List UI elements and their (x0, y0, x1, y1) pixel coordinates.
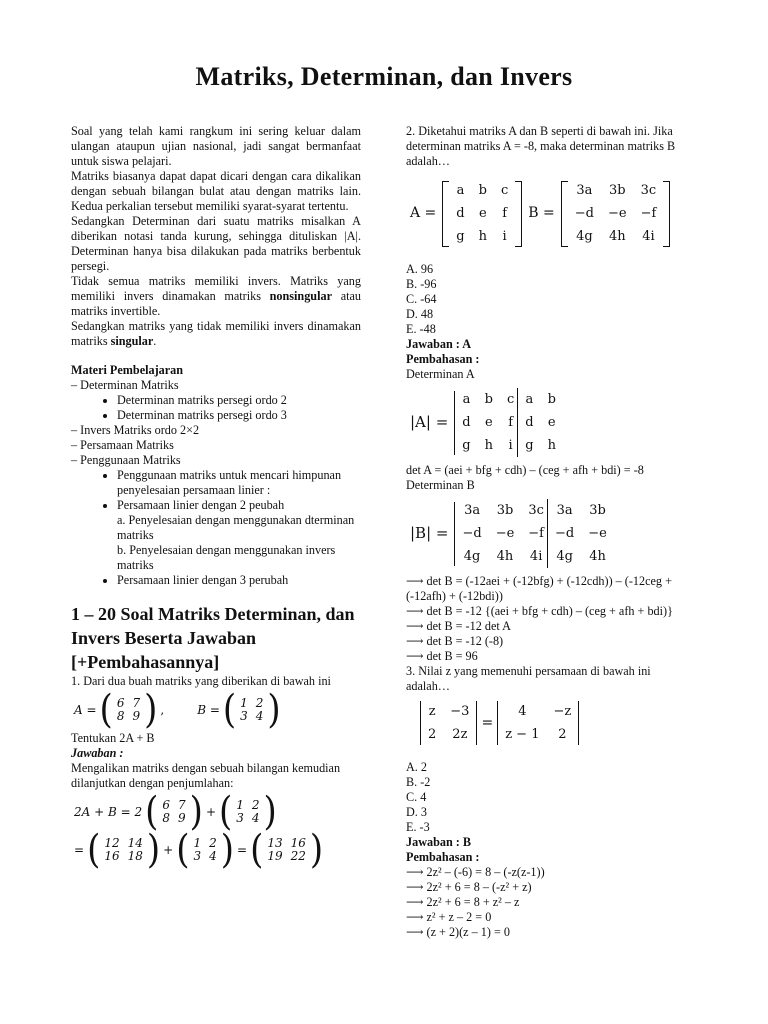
q3-right-det (498, 700, 578, 746)
matrix-cell: 4 (209, 849, 217, 863)
matrix-result (263, 837, 310, 863)
matrix-cell: a (456, 183, 465, 198)
matrix-cell: 4 (255, 709, 264, 723)
q1-matrices (71, 687, 361, 733)
matrix-b (189, 837, 220, 863)
matrix-2a (100, 837, 147, 863)
question-2: 2. Diketahui matriks A dan B seperti di bawah ini. Jika determinan matriks A = -8, maka determinan matriks B adalah… (406, 124, 676, 168)
matrix-label: A = (74, 702, 97, 717)
q3-step: ⟶ z² + z – 2 = 0 (406, 910, 492, 924)
matrix-cell: −d (462, 526, 482, 541)
materi-item: – Determinan Matriks (71, 378, 179, 392)
option-a: A. 96 (406, 262, 434, 276)
comma: , (160, 702, 165, 717)
option-e: E. -3 (406, 820, 430, 834)
det-a-table (455, 388, 563, 457)
matrix-cell: d (525, 415, 534, 430)
paren-left: ( (87, 827, 101, 873)
bracket-left (561, 181, 568, 247)
q1-explanation: Mengalikan matriks dengan sebuah bilangan kemudian dilanjutkan dengan penjumlahan: (71, 761, 341, 790)
matrix-cell: 6 (162, 798, 171, 812)
matrix-cell: −e (607, 206, 627, 221)
matrix-cell: 3 (236, 811, 244, 825)
matrix-cell: h (547, 438, 556, 453)
paren-right: ) (267, 687, 281, 733)
paren-right: ) (309, 827, 324, 873)
list-item: • Penggunaan matriks untuk mencari himpunan penyelesaian persamaan linier : (117, 468, 361, 498)
option-a: A. 2 (406, 760, 427, 774)
matrix-cell: e (478, 206, 487, 221)
matrix-cell: 4g (463, 549, 481, 564)
intro-text: . (153, 334, 157, 348)
matrix-cell: 1 (240, 696, 248, 710)
list-item-text: a. Penyelesaian dengan menggunakan dterminan matriks (117, 513, 355, 542)
matrix-cell: −d (555, 526, 575, 541)
option-b: B. -96 (406, 277, 437, 291)
intro-paragraph-4 (71, 274, 361, 319)
q2-jawaban: Jawaban : A (406, 337, 472, 351)
matrix-cell: −e (588, 526, 607, 541)
matrix-cell: −3 (450, 704, 470, 719)
option-c: C. 4 (406, 790, 427, 804)
materi-item: – Penggunaan Matriks (71, 453, 181, 467)
matrix-cell: −f (521, 522, 547, 545)
matrix-cell: −z (553, 704, 572, 719)
det-b-step: ⟶ det B = -12 {(aei + bfg + cdh) – (ceg + afh + bdi)} (406, 604, 673, 618)
matrix-a (158, 799, 189, 825)
matrix-cell: 2 (255, 696, 264, 710)
section-heading: 1 – 20 Soal Matriks Determinan, dan Invers Beserta Jawaban [+Pembahasannya] (71, 604, 355, 672)
matrix-cell: 3b (496, 503, 514, 518)
determinant-label: |B| = (410, 524, 449, 542)
matrix-cell: 22 (290, 849, 306, 863)
matrix-b (232, 799, 263, 825)
matrix-cell: i (500, 434, 518, 457)
matrix-cell: e (484, 415, 493, 430)
matrix-cell: g (456, 229, 465, 244)
det-b-title: Determinan B (406, 478, 475, 492)
matrix-cell: c (500, 388, 518, 411)
matrix-cell: c (501, 183, 509, 198)
matrix-cell: 2z (452, 727, 468, 742)
matrix-cell: f (500, 411, 518, 434)
paren-right: ) (220, 827, 235, 873)
list-item-text: Persamaan linier dengan 2 peubah (117, 498, 285, 512)
paren-right: ) (263, 789, 277, 835)
matrix-cell: 2 (428, 727, 437, 742)
q2-pembahasan: Pembahasan : (406, 352, 480, 366)
intro-paragraph-1: Soal yang telah kami rangkum ini sering keluar dalam ulangan ataupun ujian nasional, jadi sangat bermanfaat untuk siswa pelajari. (71, 124, 361, 168)
list-item: • Determinan matriks persegi ordo 3 (117, 408, 361, 423)
det-a-matrix (406, 388, 696, 457)
paren-left: ( (99, 687, 113, 733)
matrix-cell: 3a (576, 183, 593, 198)
intro-text: atau matriks invertible. (71, 289, 361, 318)
matrix-cell: 3c (521, 499, 547, 522)
intro-text: Sedangkan matriks yang tidak memiliki invers dinamakan matriks (71, 319, 361, 348)
matrix-cell: i (502, 229, 507, 244)
question-1: 1. Dari dua buah matriks yang diberikan di bawah ini (71, 674, 331, 688)
matrix-cell: 12 (104, 836, 120, 850)
matrix-cell: d (462, 415, 471, 430)
matrix-a (449, 179, 515, 248)
matrix-label: B = (528, 205, 555, 221)
q1-task: Tentukan 2A + B (71, 731, 155, 745)
matrix-cell: 4h (496, 549, 514, 564)
matrix-cell: b (547, 392, 556, 407)
list-item: • Persamaan linier dengan 3 perubah (117, 573, 361, 588)
matrix-cell: 8 (162, 811, 171, 825)
option-b: B. -2 (406, 775, 431, 789)
materi-sublist (71, 393, 361, 423)
term-nonsingular: nonsingular (269, 289, 332, 303)
matrix-cell: g (525, 438, 534, 453)
matrix-cell: 16 (290, 836, 306, 850)
det-b-step: ⟶ det B = -12 (-8) (406, 634, 504, 648)
matrix-cell: 4 (251, 811, 260, 825)
q1-jawaban: Jawaban : (71, 746, 124, 760)
materi-item: – Invers Matriks ordo 2×2 (71, 423, 200, 437)
matrix-cell: 3a (556, 503, 573, 518)
matrix-a (113, 697, 144, 723)
matrix-label: A = (410, 205, 437, 221)
paren-left: ( (219, 789, 233, 835)
matrix-cell: 3a (464, 503, 481, 518)
option-d: D. 3 (406, 805, 427, 819)
det-bar-right (476, 701, 477, 745)
matrix-cell: 3 (240, 709, 248, 723)
matrix-cell: −d (574, 206, 594, 221)
list-item-text: b. Penyelesaian dengan menggunakan invers matriks (117, 543, 336, 572)
matrix-cell: b (478, 183, 487, 198)
matrix-cell: z (428, 704, 436, 719)
matrix-cell: −e (495, 526, 515, 541)
matrix-cell: 4h (608, 229, 626, 244)
option-c: C. -64 (406, 292, 437, 306)
option-e: E. -48 (406, 322, 436, 336)
matrix-label: B = (197, 702, 220, 717)
matrix-cell: 3c (640, 183, 657, 198)
bracket-right (515, 181, 522, 247)
matrix-cell: 4h (589, 549, 606, 564)
q2-matrices (406, 179, 696, 248)
equation-lhs: 2A + B = 2 (74, 804, 143, 819)
det-b-matrix (406, 499, 696, 568)
matrix-b (236, 697, 267, 723)
q1-equation-1 (71, 789, 361, 835)
paren-left: ( (222, 687, 237, 733)
matrix-cell: f (502, 206, 508, 221)
det-a-title: Determinan A (406, 367, 475, 381)
matrix-cell: 16 (104, 849, 120, 863)
det-bar-right (578, 701, 579, 745)
paren-right: ) (146, 827, 161, 873)
intro-paragraph-2: Matriks biasanya dapat dapat dicari dengan cara dikalikan dengan sebuah bilangan bulat atau dengan matriks lain. Kedua perkalian tersebut memiliki syarat-syarat tertentu. (71, 169, 361, 213)
intro-text: Tidak semua matriks memiliki invers. Matriks yang memiliki invers dinamakan matriks (71, 274, 361, 303)
det-a-formula: det A = (aei + bfg + cdh) – (ceg + afh + bdi) = -8 (406, 463, 644, 477)
matrix-cell: 9 (178, 811, 186, 825)
bracket-left (442, 181, 449, 247)
plus-sign: + (205, 804, 216, 819)
matrix-cell: a (462, 392, 471, 407)
paren-right: ) (189, 789, 203, 835)
matrix-cell: 8 (116, 709, 125, 723)
paren-right: ) (144, 687, 158, 733)
paren-left: ( (145, 789, 159, 835)
matrix-b (568, 179, 664, 248)
materi-sublist (71, 468, 361, 588)
page-title: Matriks, Determinan, dan Invers (195, 62, 573, 91)
matrix-cell: 2 (251, 798, 260, 812)
matrix-cell: 1 (193, 836, 202, 850)
right-column (406, 124, 696, 940)
matrix-cell: 18 (127, 849, 143, 863)
matrix-cell: 2 (209, 836, 217, 850)
matrix-cell: 1 (236, 798, 244, 812)
equals-sign: = (74, 842, 85, 857)
q1-equation-2 (71, 827, 361, 873)
option-d: D. 48 (406, 307, 434, 321)
matrix-cell: a (525, 392, 534, 407)
q3-step: ⟶ 2z² – (-6) = 8 – (-z(z-1)) (406, 865, 545, 879)
matrix-cell: b (484, 392, 493, 407)
matrix-cell: 4g (556, 549, 573, 564)
materi-heading: Materi Pembelajaran (71, 363, 184, 377)
matrix-cell: h (484, 438, 493, 453)
materi-item: – Persamaan Matriks (71, 438, 174, 452)
paren-left: ( (176, 827, 190, 873)
equals-sign: = (237, 842, 248, 857)
matrix-cell: 4 (518, 704, 527, 719)
matrix-cell: −f (640, 206, 657, 221)
matrix-cell: 4i (642, 229, 655, 244)
determinant-label: |A| = (410, 413, 449, 431)
det-b-table (455, 499, 613, 568)
det-b-step: ⟶ det B = -12 det A (406, 619, 511, 633)
matrix-cell: 3b (589, 503, 606, 518)
q3-step: ⟶ (z + 2)(z – 1) = 0 (406, 925, 510, 939)
paren-left: ( (250, 827, 264, 873)
matrix-cell: 7 (132, 696, 141, 710)
matrix-cell: z − 1 (505, 727, 540, 742)
term-singular: singular (110, 334, 154, 348)
matrix-cell: 13 (267, 836, 283, 850)
matrix-cell: 14 (127, 836, 143, 850)
list-item (117, 498, 361, 573)
matrix-cell: 6 (116, 696, 125, 710)
q3-step: ⟶ 2z² + 6 = 8 + z² – z (406, 895, 520, 909)
plus-sign: + (163, 842, 174, 857)
matrix-cell: 9 (132, 709, 141, 723)
bracket-right (663, 181, 670, 247)
matrix-cell: g (462, 438, 471, 453)
q3-jawaban: Jawaban : B (406, 835, 472, 849)
equals-sign: = (481, 714, 494, 731)
matrix-cell: 4g (576, 229, 593, 244)
matrix-cell: 7 (178, 798, 186, 812)
q3-pembahasan: Pembahasan : (406, 850, 480, 864)
q3-left-det (421, 700, 476, 746)
left-column (71, 124, 361, 871)
matrix-cell: 3 (193, 849, 202, 863)
matrix-cell: 3b (608, 183, 626, 198)
intro-paragraph-5 (71, 319, 361, 349)
matrix-cell: 4i (521, 545, 547, 568)
list-item: • Determinan matriks persegi ordo 2 (117, 393, 361, 408)
matrix-cell: e (547, 415, 556, 430)
det-b-step: ⟶ det B = (-12aei + (-12bfg) + (-12cdh)) – (-12ceg + (-12afh) + (-12bdi)) (406, 574, 672, 603)
matrix-cell: h (478, 229, 487, 244)
matrix-cell: 19 (267, 849, 283, 863)
q3-step: ⟶ 2z² + 6 = 8 – (-z² + z) (406, 880, 532, 894)
q3-equation (420, 700, 696, 746)
matrix-cell: 2 (558, 727, 567, 742)
det-b-step: ⟶ det B = 96 (406, 649, 478, 663)
intro-paragraph-3: Sedangkan Determinan dari suatu matriks misalkan A diberikan notasi tanda kurung, sehingga dituliskan |A|. Determinan hanya bisa dilakukan pada matriks berbentuk persegi. (71, 214, 361, 273)
matrix-cell: d (456, 206, 465, 221)
question-3: 3. Nilai z yang memenuhi persamaan di bawah ini adalah… (406, 664, 651, 693)
